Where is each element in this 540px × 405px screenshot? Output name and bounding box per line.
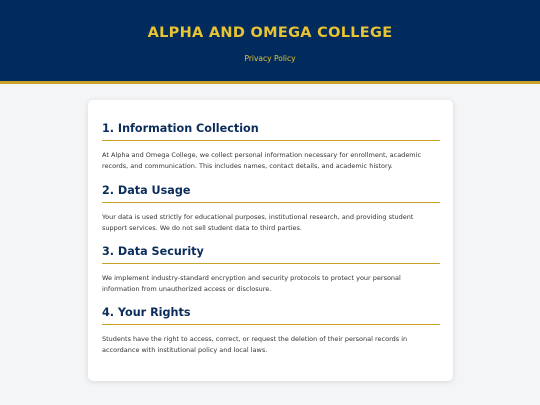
section-body: We implement industry-standard encryption and security protocols to protect your personal information from unauthorized access or disclosure. [102,274,401,293]
section-heading: 4. Your Rights [102,306,440,325]
section-heading: 2. Data Usage [102,184,440,203]
college-name: ALPHA AND OMEGA COLLEGE [147,25,393,41]
section-body: At Alpha and Omega College, we collect personal information necessary for enrollment, academic records, and communication. This includes names, contact details, and academic history. [102,151,422,170]
section-your-rights [102,306,440,356]
policy-card [88,100,453,381]
section-data-security [102,245,440,295]
section-heading: 1. Information Collection [102,122,440,141]
section-body: Your data is used strictly for educational purposes, institutional research, and providing student support services. We do not sell student data to third parties. [102,213,414,232]
section-body: Students have the right to access, correct, or request the deletion of their personal records in accordance with institutional policy and local laws. [102,335,408,354]
page-subtitle: Privacy Policy [244,54,296,63]
section-data-usage [102,184,440,234]
section-heading: 3. Data Security [102,245,440,264]
site-header [0,0,540,84]
section-information-collection [102,122,440,172]
